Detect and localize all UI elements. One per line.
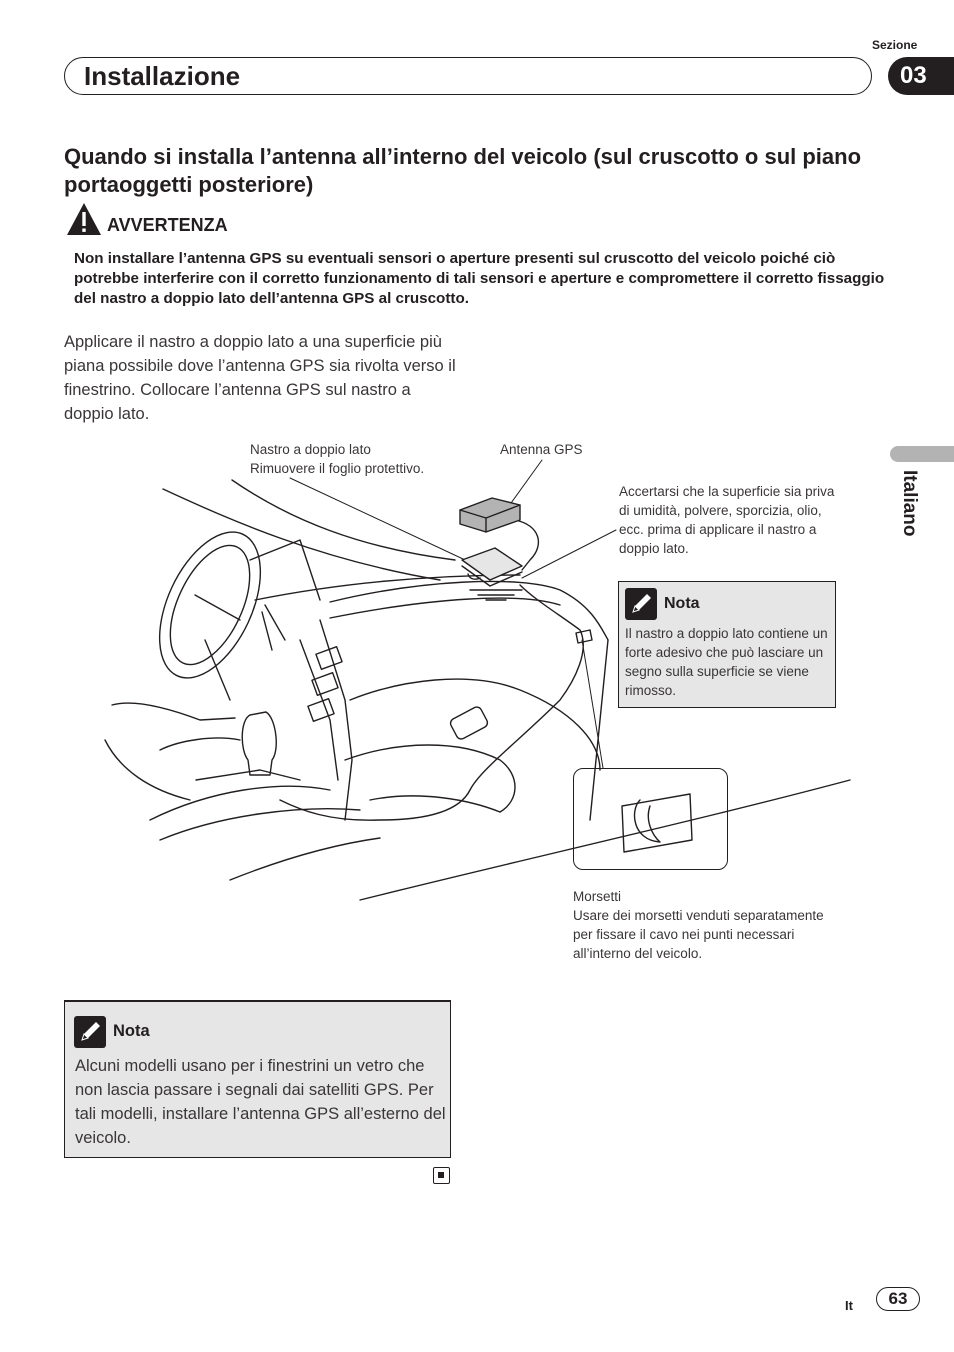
- warning-title: AVVERTENZA: [107, 215, 228, 235]
- label-gps-antenna: Antenna GPS: [500, 442, 583, 457]
- warning-body: Non installare l’antenna GPS su eventuali sensori o aperture presenti sul cruscotto del veicolo poiché ciò potrebbe interferire con il corretto funzionamento di tali sensori e aperture e compromettere il corretto fissaggio del nastro a doppio lato dell’antenna GPS al cruscotto.: [74, 250, 885, 307]
- label-double-sided-tape: Nastro a doppio lato Rimuovere il foglio protettivo.: [250, 442, 425, 476]
- label-surface-check: Accertarsi che la superficie sia priva di umidità, polvere, sporcizia, olio, ecc. prima di applicare il nastro a doppio lato.: [619, 484, 835, 556]
- note-title: Nota: [664, 595, 700, 612]
- note-box-glass: [64, 1000, 451, 1158]
- intro-paragraph: Applicare il nastro a doppio lato a una superficie più piana possibile dove l’antenna GPS sia rivolta verso il finestrino. Collocare l’antenna GPS sul nastro a doppio lato.: [64, 333, 456, 423]
- end-of-section-icon: [433, 1167, 450, 1184]
- note-body: Il nastro a doppio lato contiene un forte adesivo che può lasciare un segno sulla superficie se viene rimosso.: [625, 626, 828, 698]
- pencil-note-icon: [625, 588, 657, 620]
- section-number-badge: 03: [888, 57, 954, 95]
- label-clips: Morsetti Usare dei morsetti venduti separatamente per fissare il cavo nei punti necessari all’interno del veicolo.: [573, 889, 824, 961]
- clip-inset-frame: [573, 768, 728, 870]
- language-code: It: [845, 1298, 853, 1313]
- pencil-note-icon: [74, 1016, 106, 1048]
- page-number: 63: [876, 1287, 920, 1311]
- section-label: Sezione: [872, 38, 918, 52]
- page-heading: Quando si installa l’antenna all’interno del veicolo (sul cruscotto o sul piano portaoggetti posteriore): [64, 144, 862, 197]
- chapter-title: Installazione: [84, 61, 241, 91]
- language-label: Italiano: [899, 470, 920, 537]
- note-box-tape: [618, 581, 836, 708]
- note-title: Nota: [113, 1022, 150, 1040]
- note-body: Alcuni modelli usano per i finestrini un vetro che non lascia passare i segnali dai satelliti GPS. Per tali modelli, installare l’antenna GPS all’esterno del veicolo.: [75, 1057, 446, 1147]
